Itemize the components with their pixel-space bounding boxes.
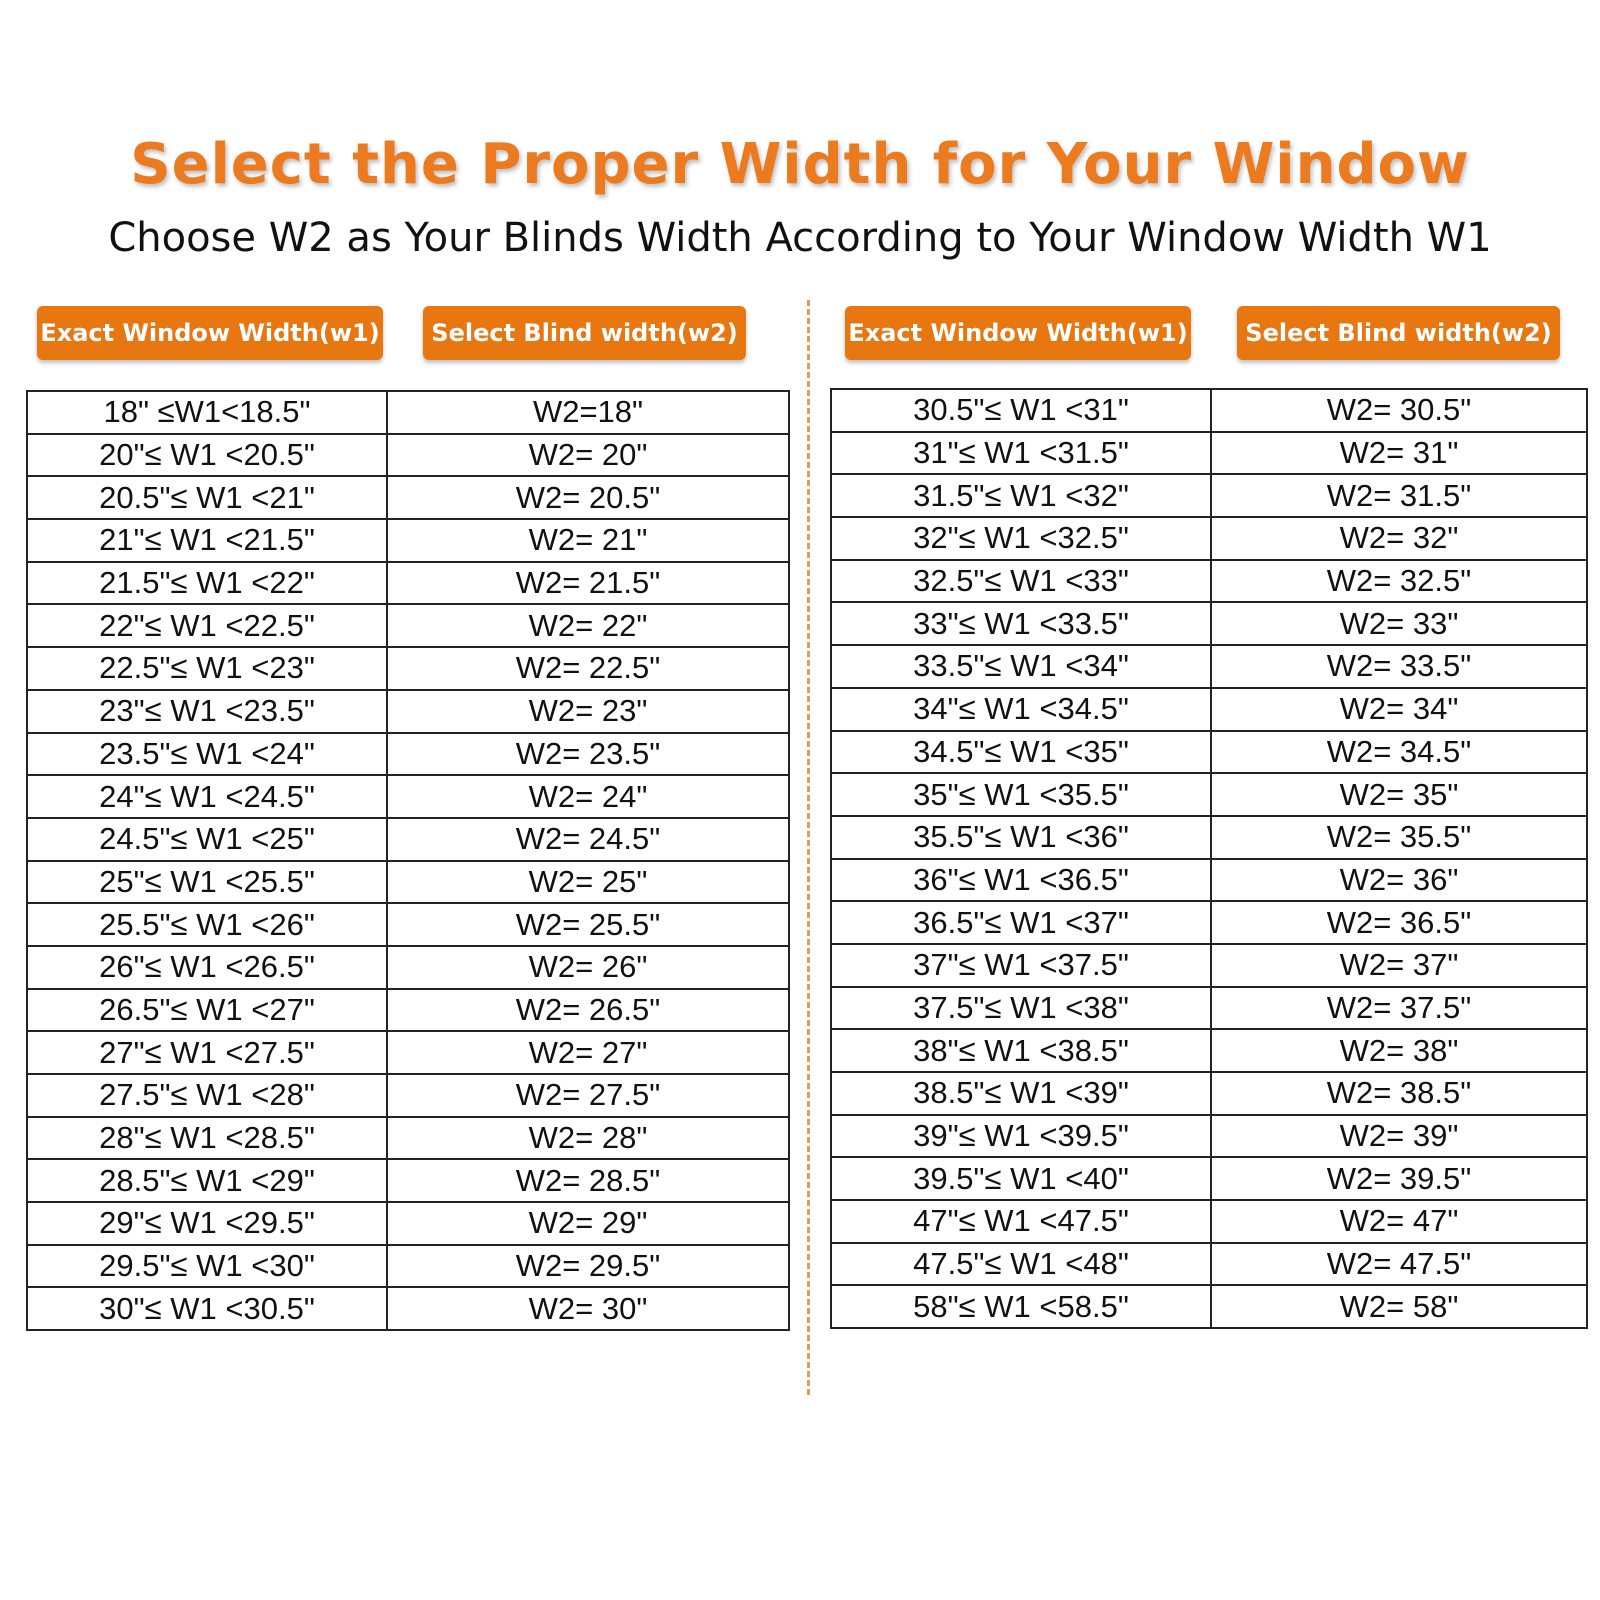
blind-width-cell: W2= 32.5" — [1211, 560, 1587, 603]
blind-width-cell: W2= 20.5" — [387, 476, 789, 519]
table-row — [831, 1072, 1587, 1115]
table-row — [831, 432, 1587, 475]
dashed-divider — [807, 300, 810, 1395]
right-size-table — [830, 388, 1588, 1329]
blind-width-cell: W2= 37" — [1211, 944, 1587, 987]
blind-width-cell: W2= 33.5" — [1211, 645, 1587, 688]
table-row — [27, 1117, 789, 1160]
table-row — [27, 434, 789, 477]
table-row — [831, 389, 1587, 432]
table-row — [27, 476, 789, 519]
blind-width-cell: W2= 28.5" — [387, 1159, 789, 1202]
table-row — [27, 1159, 789, 1202]
table-row — [27, 690, 789, 733]
table-row — [27, 733, 789, 776]
blind-width-cell: W2= 30.5" — [1211, 389, 1587, 432]
blind-width-cell: W2= 47.5" — [1211, 1243, 1587, 1286]
table-row — [27, 946, 789, 989]
blind-width-cell: W2= 23.5" — [387, 733, 789, 776]
window-width-range-cell: 47.5"≤ W1 <48" — [831, 1243, 1211, 1286]
blind-width-cell: W2= 39.5" — [1211, 1157, 1587, 1200]
blind-width-cell: W2= 36.5" — [1211, 901, 1587, 944]
window-width-range-cell: 26"≤ W1 <26.5" — [27, 946, 387, 989]
window-width-range-cell: 34"≤ W1 <34.5" — [831, 688, 1211, 731]
page-subtitle: Choose W2 as Your Blinds Width According to Your Window Width W1 — [108, 215, 1492, 261]
table-row — [27, 818, 789, 861]
blind-width-cell: W2= 31.5" — [1211, 474, 1587, 517]
table-row — [27, 775, 789, 818]
window-width-range-cell: 33.5"≤ W1 <34" — [831, 645, 1211, 688]
blind-width-cell: W2= 35.5" — [1211, 816, 1587, 859]
window-width-range-cell: 29"≤ W1 <29.5" — [27, 1202, 387, 1245]
window-width-range-cell: 29.5"≤ W1 <30" — [27, 1245, 387, 1288]
table-row — [27, 647, 789, 690]
window-width-range-cell: 39.5"≤ W1 <40" — [831, 1157, 1211, 1200]
window-width-range-cell: 28"≤ W1 <28.5" — [27, 1117, 387, 1160]
window-width-range-cell: 26.5"≤ W1 <27" — [27, 989, 387, 1032]
window-width-range-cell: 37"≤ W1 <37.5" — [831, 944, 1211, 987]
blind-width-cell: W2= 25.5" — [387, 903, 789, 946]
window-width-range-cell: 18" ≤W1<18.5" — [27, 391, 387, 434]
blind-width-cell: W2= 22.5" — [387, 647, 789, 690]
blind-width-cell: W2= 26.5" — [387, 989, 789, 1032]
left-w2-header-label: Select Blind width(w2) — [423, 306, 746, 360]
table-row — [831, 602, 1587, 645]
table-row — [831, 859, 1587, 902]
table-row — [27, 1287, 789, 1330]
window-width-range-cell: 31"≤ W1 <31.5" — [831, 432, 1211, 475]
window-width-range-cell: 33"≤ W1 <33.5" — [831, 602, 1211, 645]
blind-width-cell: W2= 26" — [387, 946, 789, 989]
blind-width-cell: W2= 58" — [1211, 1285, 1587, 1328]
blind-width-cell: W2= 38.5" — [1211, 1072, 1587, 1115]
window-width-range-cell: 22"≤ W1 <22.5" — [27, 604, 387, 647]
window-width-range-cell: 24.5"≤ W1 <25" — [27, 818, 387, 861]
table-row — [831, 688, 1587, 731]
table-row — [27, 861, 789, 904]
blind-width-cell: W2= 22" — [387, 604, 789, 647]
window-width-range-cell: 23"≤ W1 <23.5" — [27, 690, 387, 733]
window-width-range-cell: 36"≤ W1 <36.5" — [831, 859, 1211, 902]
table-row — [27, 562, 789, 605]
window-width-range-cell: 30"≤ W1 <30.5" — [27, 1287, 387, 1330]
blind-width-cell: W2= 27.5" — [387, 1074, 789, 1117]
blind-width-cell: W2= 29" — [387, 1202, 789, 1245]
blind-width-cell: W2= 21.5" — [387, 562, 789, 605]
table-row — [831, 816, 1587, 859]
blind-width-cell: W2= 29.5" — [387, 1245, 789, 1288]
table-row — [27, 604, 789, 647]
blind-width-cell: W2= 39" — [1211, 1115, 1587, 1158]
table-row — [831, 901, 1587, 944]
blind-width-cell: W2= 47" — [1211, 1200, 1587, 1243]
window-width-range-cell: 30.5"≤ W1 <31" — [831, 389, 1211, 432]
window-width-range-cell: 24"≤ W1 <24.5" — [27, 775, 387, 818]
blind-width-cell: W2= 38" — [1211, 1029, 1587, 1072]
table-row — [27, 1074, 789, 1117]
blind-width-cell: W2= 23" — [387, 690, 789, 733]
window-width-range-cell: 32"≤ W1 <32.5" — [831, 517, 1211, 560]
window-width-range-cell: 47"≤ W1 <47.5" — [831, 1200, 1211, 1243]
blind-width-cell: W2= 37.5" — [1211, 987, 1587, 1030]
window-width-range-cell: 38"≤ W1 <38.5" — [831, 1029, 1211, 1072]
table-row — [27, 1245, 789, 1288]
blind-width-cell: W2= 36" — [1211, 859, 1587, 902]
table-row — [27, 989, 789, 1032]
right-w2-header-label: Select Blind width(w2) — [1237, 306, 1560, 360]
window-width-range-cell: 36.5"≤ W1 <37" — [831, 901, 1211, 944]
blind-width-cell: W2= 33" — [1211, 602, 1587, 645]
blind-width-cell: W2= 30" — [387, 1287, 789, 1330]
table-row — [27, 519, 789, 562]
table-row — [27, 903, 789, 946]
window-width-range-cell: 37.5"≤ W1 <38" — [831, 987, 1211, 1030]
table-row — [831, 1157, 1587, 1200]
table-row — [831, 1029, 1587, 1072]
table-row — [27, 391, 789, 434]
blind-width-cell: W2= 21" — [387, 519, 789, 562]
table-row — [27, 1031, 789, 1074]
right-w1-header-label: Exact Window Width(w1) — [845, 306, 1191, 360]
table-row — [831, 1285, 1587, 1328]
window-width-range-cell: 21.5"≤ W1 <22" — [27, 562, 387, 605]
window-width-range-cell: 34.5"≤ W1 <35" — [831, 731, 1211, 774]
table-row — [831, 731, 1587, 774]
blind-width-cell: W2= 31" — [1211, 432, 1587, 475]
window-width-range-cell: 38.5"≤ W1 <39" — [831, 1072, 1211, 1115]
window-width-range-cell: 25"≤ W1 <25.5" — [27, 861, 387, 904]
blind-width-cell: W2= 35" — [1211, 773, 1587, 816]
window-width-range-cell: 31.5"≤ W1 <32" — [831, 474, 1211, 517]
window-width-range-cell: 58"≤ W1 <58.5" — [831, 1285, 1211, 1328]
page-title: Select the Proper Width for Your Window — [130, 132, 1470, 197]
window-width-range-cell: 35"≤ W1 <35.5" — [831, 773, 1211, 816]
table-row — [831, 474, 1587, 517]
window-width-range-cell: 35.5"≤ W1 <36" — [831, 816, 1211, 859]
window-width-range-cell: 27.5"≤ W1 <28" — [27, 1074, 387, 1117]
blind-width-cell: W2= 27" — [387, 1031, 789, 1074]
window-width-range-cell: 23.5"≤ W1 <24" — [27, 733, 387, 776]
window-width-range-cell: 20.5"≤ W1 <21" — [27, 476, 387, 519]
blind-width-cell: W2=18" — [387, 391, 789, 434]
table-row — [831, 1115, 1587, 1158]
table-row — [831, 773, 1587, 816]
window-width-range-cell: 32.5"≤ W1 <33" — [831, 560, 1211, 603]
blind-width-cell: W2= 24" — [387, 775, 789, 818]
left-size-table — [26, 390, 790, 1331]
window-width-range-cell: 21"≤ W1 <21.5" — [27, 519, 387, 562]
table-row — [831, 645, 1587, 688]
window-width-range-cell: 27"≤ W1 <27.5" — [27, 1031, 387, 1074]
blind-width-cell: W2= 34" — [1211, 688, 1587, 731]
table-row — [831, 987, 1587, 1030]
window-width-range-cell: 25.5"≤ W1 <26" — [27, 903, 387, 946]
blind-width-cell: W2= 20" — [387, 434, 789, 477]
window-width-range-cell: 39"≤ W1 <39.5" — [831, 1115, 1211, 1158]
table-row — [831, 944, 1587, 987]
blind-width-cell: W2= 34.5" — [1211, 731, 1587, 774]
table-row — [831, 1200, 1587, 1243]
window-width-range-cell: 22.5"≤ W1 <23" — [27, 647, 387, 690]
table-row — [831, 1243, 1587, 1286]
blind-width-cell: W2= 28" — [387, 1117, 789, 1160]
table-row — [27, 1202, 789, 1245]
blind-width-cell: W2= 32" — [1211, 517, 1587, 560]
table-row — [831, 560, 1587, 603]
table-row — [831, 517, 1587, 560]
left-w1-header-label: Exact Window Width(w1) — [37, 306, 383, 360]
window-width-range-cell: 28.5"≤ W1 <29" — [27, 1159, 387, 1202]
blind-width-cell: W2= 24.5" — [387, 818, 789, 861]
blind-width-cell: W2= 25" — [387, 861, 789, 904]
window-width-range-cell: 20"≤ W1 <20.5" — [27, 434, 387, 477]
